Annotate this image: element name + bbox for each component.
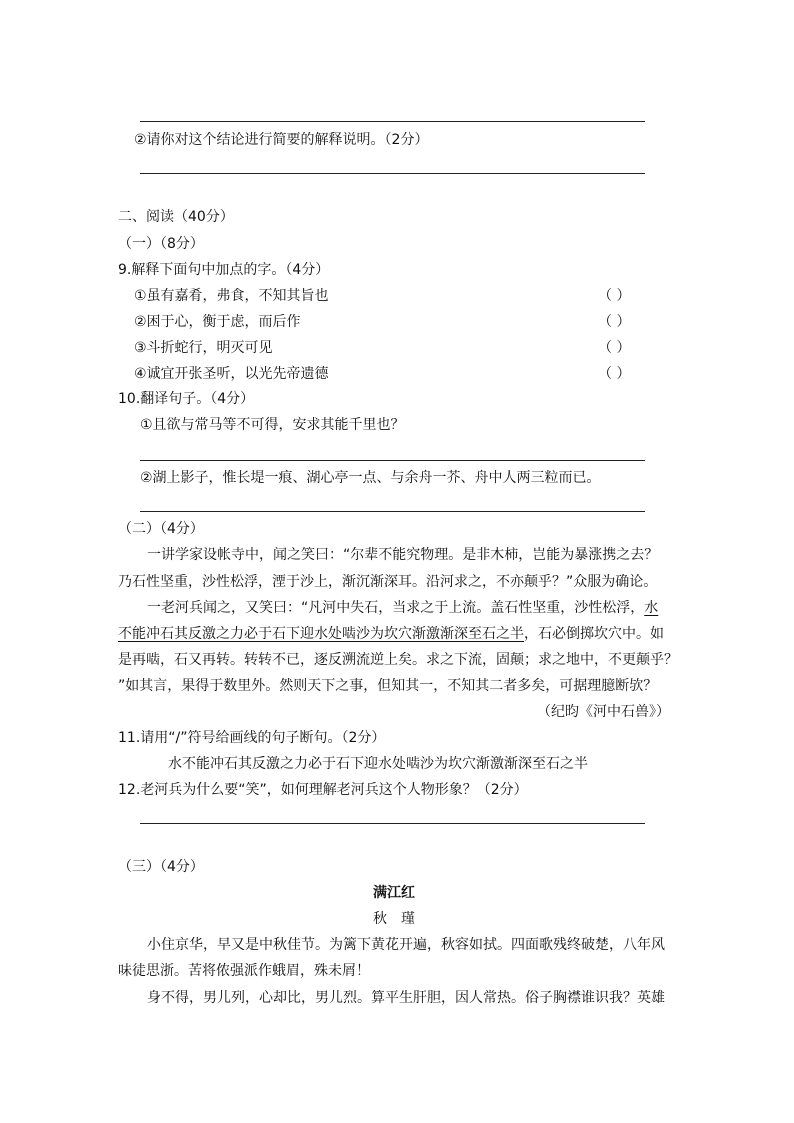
passage-line: 一讲学家设帐寺中，闻之笑曰：“尔辈不能究物理。是非木柿，岂能为暴涨携之去？	[147, 547, 659, 563]
poem-author: 秋 瑾	[373, 911, 415, 927]
question-11-sentence: 水不能冲石其反激之力必于石下迎水处啮沙为坎穴渐激渐深至石之半	[168, 756, 588, 772]
poem-line: 小住京华，早又是中秋佳节。为篱下黄花开遍，秋容如拭。四面歌残终破楚，八年风	[147, 937, 665, 953]
part-heading: （二）（4分）	[118, 521, 204, 537]
question-9-item: ①虽有嘉肴，弗食，不知其旨也	[134, 288, 329, 304]
question-9-prompt: 9.解释下面句中加点的字。（4分）	[118, 262, 330, 278]
answer-blank: （ ）	[598, 340, 631, 356]
passage-text: ，石必倒掷坎穴中。如	[524, 626, 664, 642]
poem-title: 满江红	[373, 885, 415, 901]
passage-line	[147, 599, 658, 617]
answer-blank: （ ）	[598, 314, 631, 330]
answer-line	[140, 823, 645, 824]
question-10-prompt: 10.翻译句子。（4分）	[118, 391, 255, 407]
passage-line: 是再啮，石又再转。转转不已，逐反溯流逆上矣。求之下流，固颠；求之地中，不更颠乎？	[118, 652, 678, 668]
question-10-sentence: ①且欲与常马等不可得，安求其能千里也？	[140, 417, 405, 433]
answer-line	[140, 460, 645, 461]
passage-line: 乃石性坚重，沙性松浮，湮于沙上，渐沉渐深耳。沿河求之，不亦颠乎？”众服为确论。	[118, 574, 658, 590]
question-8-2: ②请你对这个结论进行简要的解释说明。（2分）	[134, 132, 429, 148]
question-10-sentence: ②湖上影子，惟长堤一痕、湖心亭一点、与余舟一芥、舟中人两三粒而已。	[140, 470, 601, 486]
question-12-prompt: 12.老河兵为什么要“笑”，如何理解老河兵这个人物形象？（2分）	[118, 782, 528, 798]
poem-line: 身不得，男儿列，心却比，男儿烈。算平生肝胆，因人常热。俗子胸襟谁识我？英雄	[147, 990, 665, 1006]
answer-blank: （ ）	[598, 288, 631, 304]
section-title: 二、阅读（40分）	[118, 209, 234, 225]
answer-line	[140, 173, 645, 174]
underlined-text: 不能冲石其反激之力必于石下迎水处啮沙为坎穴渐激渐深至石之半	[118, 626, 524, 642]
passage-text: 一老河兵闻之，又笑曰：“凡河中失石，当求之于上流。盖石性坚重，沙性松浮，	[147, 600, 645, 616]
answer-line	[140, 511, 645, 512]
answer-line	[140, 121, 645, 122]
question-11-prompt: 11.请用“/”符号给画线的句子断句。（2分）	[118, 730, 386, 746]
question-9-item: ④诚宜开张圣听，以光先帝遗德	[134, 366, 329, 382]
part-heading: （一）（8分）	[118, 236, 204, 252]
answer-blank: （ ）	[598, 366, 631, 382]
passage-line: ”如其言，果得于数里外。然则天下之事，但知其一，不知其二者多矣，可据理臆断欤？	[118, 678, 658, 694]
question-9-item: ②困于心，衡于虑，而后作	[134, 314, 301, 330]
poem-line: 味徒思浙。苦将侬强派作蛾眉，殊未屑！	[118, 963, 370, 979]
passage-line	[118, 625, 664, 643]
underlined-text: 水	[644, 600, 659, 616]
passage-source: （纪昀《河中石兽》）	[537, 704, 670, 720]
part-heading: （三）（4分）	[118, 859, 204, 875]
question-9-item: ③斗折蛇行，明灭可见	[134, 340, 273, 356]
